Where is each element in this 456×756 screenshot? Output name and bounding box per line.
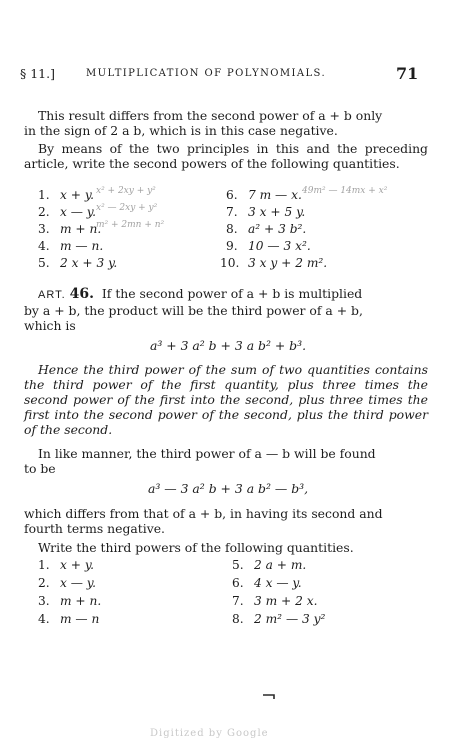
page-number: 71 <box>396 64 419 83</box>
exercise-number: 8. <box>226 222 238 236</box>
pencil-annotation: m² + 2mn + n² <box>96 220 165 230</box>
exercise-expression: a² + 3 b². <box>248 222 307 236</box>
write-instruction: Write the third powers of the following quantities. <box>38 540 354 555</box>
exercise-expression: 2 m² — 3 y² <box>254 612 326 626</box>
article-number: 46. <box>69 286 94 302</box>
exercise-expression: x + y. <box>60 558 94 572</box>
third-power-difference-formula: a³ — 3 a² b + 3 a b² — b³, <box>147 481 309 496</box>
article-line-3: which is <box>24 318 76 333</box>
exercise-expression: x — y. <box>60 205 96 219</box>
exercise-expression: m + n. <box>60 594 102 608</box>
article-line-2: by a + b, the product will be the third power of a + b, <box>24 303 363 318</box>
exercise-expression: 10 — 3 x². <box>248 239 311 253</box>
exercise-number: 1. <box>38 188 50 202</box>
exercise-expression: 3 m + 2 x. <box>254 594 318 608</box>
exercise-expression: m — n <box>60 612 100 626</box>
section-marker: § 11.] <box>20 66 55 81</box>
exercise-expression: m + n. <box>60 222 102 236</box>
exercise-expression: x — y. <box>60 576 96 590</box>
exercise-number: 8. <box>232 612 244 626</box>
exercise-number: 7. <box>226 205 238 219</box>
article-label: ART. <box>38 289 66 301</box>
intro-paragraph-2: By means of the two principles in this and the preceding article, write the second powers of the following quantities. <box>24 141 428 171</box>
like-manner-line-2: to be <box>24 461 56 476</box>
exercise-expression: 3 x + 5 y. <box>248 205 306 219</box>
exercise-number: 10. <box>220 256 240 270</box>
differs-line-2: fourth terms negative. <box>24 521 165 536</box>
exercise-number: 5. <box>232 558 244 572</box>
pencil-annotation: x² + 2xy + y² <box>96 186 156 196</box>
ink-mark <box>262 692 276 700</box>
exercise-expression: 2 a + m. <box>254 558 307 572</box>
intro-line-1: This result differs from the second power of a + b only <box>38 108 383 123</box>
exercise-number: 7. <box>232 594 244 608</box>
differs-line-1: which differs from that of a + b, in having its second and <box>24 506 383 521</box>
article-line-1: If the second power of a + b is multiplied <box>101 286 363 301</box>
exercise-expression: 3 x y + 2 m². <box>248 256 328 270</box>
exercise-number: 3. <box>38 222 50 236</box>
pencil-annotation: x² — 2xy + y² <box>96 203 158 213</box>
exercise-expression: 7 m — x. <box>248 188 302 202</box>
exercise-expression: x + y. <box>60 188 94 202</box>
third-power-rule: Hence the third power of the sum of two quantities contains the third power of the first quantity, plus three times the second power of the first into the second, plus three times the first into the second power of the second, plus the third power of the second. <box>24 362 428 437</box>
exercise-number: 1. <box>38 558 50 572</box>
pencil-annotation: 49m² — 14mx + x² <box>302 186 388 196</box>
article-heading <box>38 286 362 302</box>
exercise-number: 5. <box>38 256 50 270</box>
intro-line-2: in the sign of 2 a b, which is in this case negative. <box>24 123 338 138</box>
running-title: MULTIPLICATION OF POLYNOMIALS. <box>86 68 327 79</box>
exercise-number: 9. <box>226 239 238 253</box>
exercise-expression: m — n. <box>60 239 104 253</box>
third-power-formula: a³ + 3 a² b + 3 a b² + b³. <box>149 338 307 353</box>
exercise-number: 2. <box>38 576 50 590</box>
like-manner-line-1: In like manner, the third power of a — b will be found <box>38 446 376 461</box>
exercise-expression: 4 x — y. <box>254 576 302 590</box>
digitization-watermark: Digitized by Google <box>150 728 269 739</box>
exercise-expression: 2 x + 3 y. <box>60 256 118 270</box>
exercise-number: 3. <box>38 594 50 608</box>
exercise-number: 2. <box>38 205 50 219</box>
exercise-number: 4. <box>38 612 50 626</box>
exercise-number: 6. <box>232 576 244 590</box>
exercise-number: 4. <box>38 239 50 253</box>
exercise-number: 6. <box>226 188 238 202</box>
